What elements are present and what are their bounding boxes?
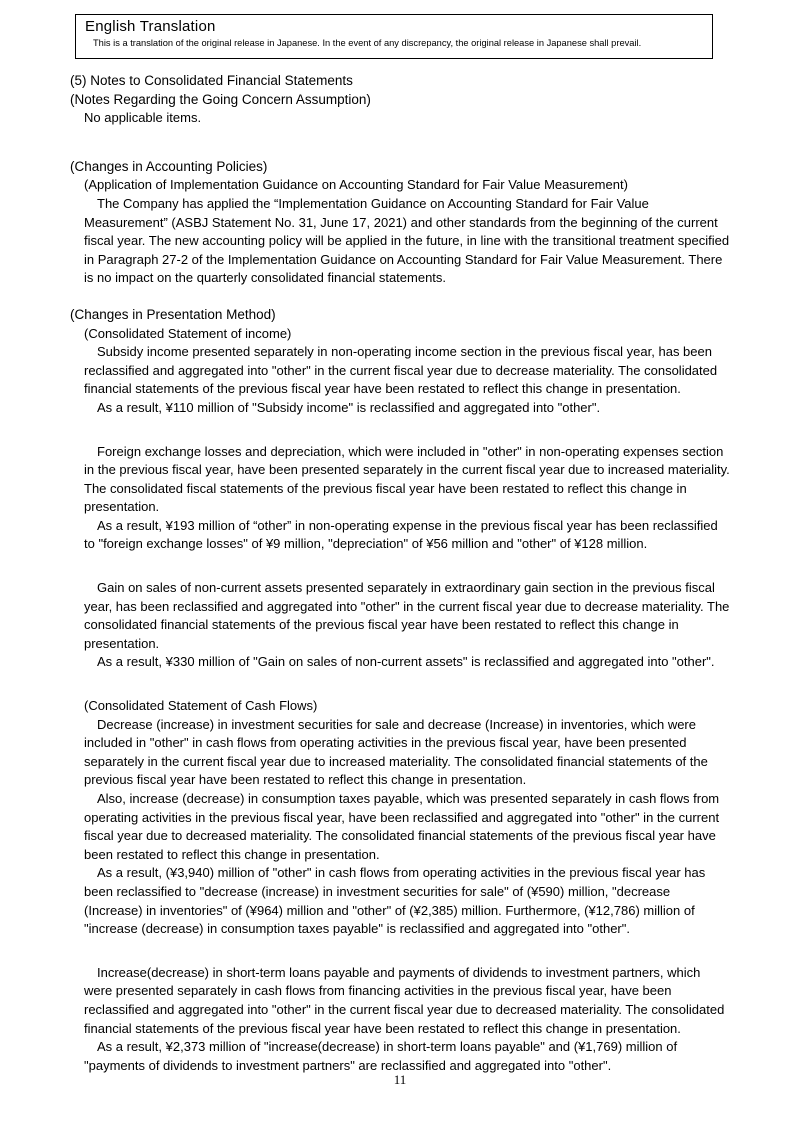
- text-no-applicable-items: No applicable items.: [84, 110, 202, 126]
- paragraph-consumption-taxes: Also, increase (decrease) in consumption taxes payable, which was presented separately in cash flows from operating activities in the previous fiscal year, have been reclassified and aggregated into "other" in the current fiscal year due to decreased materiality. The consolidated financial statements of the previous fiscal year have been restated to reflect this change in presentation.: [84, 791, 720, 862]
- document-body: [70, 72, 732, 1075]
- paragraph-accounting-policies: The Company has applied the “Implementation Guidance on Accounting Standard for Fair Value Measurement” (ASBJ Statement No. 31, June 17, 2021) and other standards from the beginning of the current fiscal year. The new accounting policy will be applied in the future, in line with the transitional treatment specified in Paragraph 27-2 of the Implementation Guidance on Accounting Standard for Fair Value Measurement. There is no impact on the quarterly consolidated financial statements.: [84, 195, 730, 286]
- subheading-consolidated-statement-of-income: (Consolidated Statement of income): [84, 325, 292, 341]
- heading-going-concern: (Notes Regarding the Going Concern Assumption): [70, 91, 371, 107]
- paragraph-investment-securities: Decrease (increase) in investment securities for sale and decrease (Increase) in inventories, which were included in "other" in cash flows from operating activities in the previous fiscal year, have been presented separately in the current fiscal year due to increased materiality. The consolidated financial statements of the previous fiscal year have been restated to reflect this change in presentation.: [84, 716, 708, 788]
- paragraph-gain-on-sales-result: As a result, ¥330 million of "Gain on sales of non-current assets" is reclassified and aggregated into "other".: [97, 654, 715, 670]
- heading-changes-accounting-policies: (Changes in Accounting Policies): [70, 158, 268, 174]
- paragraph-cash-flows-result: As a result, (¥3,940) million of "other" in cash flows from operating activities in the previous fiscal year has been reclassified to "decrease (increase) in investment securities for sale" of (¥590) million, "decrease (Increase) in inventories" of (¥964) million and "other" of (¥2,385) million. Furthermore, (¥12,786) million of "increase (decrease) in consumption taxes payable" is reclassified and aggregated into "other".: [84, 865, 706, 937]
- subheading-consolidated-statement-of-cash-flows: (Consolidated Statement of Cash Flows): [84, 698, 318, 714]
- heading-changes-presentation-method: (Changes in Presentation Method): [70, 306, 276, 322]
- header-title: English Translation: [85, 18, 216, 35]
- page-number: 11: [393, 1072, 407, 1087]
- heading-notes-consolidated: (5) Notes to Consolidated Financial Statements: [70, 73, 353, 88]
- header-disclaimer: This is a translation of the original release in Japanese. In the event of any discrepancy, the original release in Japanese shall prevail.: [93, 38, 642, 48]
- paragraph-gain-on-sales: Gain on sales of non-current assets presented separately in extraordinary gain section in the previous fiscal year, has been reclassified and aggregated into "other" in the current fiscal year due to decrease materiality. The consolidated financial statements of the previous fiscal year have been restated to reflect this change in presentation.: [84, 580, 730, 651]
- paragraph-short-term-loans: Increase(decrease) in short-term loans payable and payments of dividends to investment partners, which were presented separately in cash flows from financing activities in the previous fiscal year, have been reclassified and aggregated into "other" in the current fiscal year due to decreased materiality. The consolidated financial statements of the previous fiscal year have been restated to reflect this change in presentation.: [84, 964, 725, 1036]
- paragraph-short-term-loans-result: As a result, ¥2,373 million of "increase(decrease) in short-term loans payable" and (¥1,769) million of "payments of dividends to investment partners" are reclassified and aggregated into "other".: [84, 1039, 678, 1073]
- paragraph-subsidy-income: Subsidy income presented separately in non-operating income section in the previous fiscal year, has been reclassified and aggregated into "other" in the current fiscal year due to decrease materiality. The consolidated financial statements of the previous fiscal year have been restated to reflect this change in presentation.: [84, 344, 718, 397]
- paragraph-foreign-exchange-result: As a result, ¥193 million of “other” in non-operating expense in the previous fiscal year has been reclassified to "foreign exchange losses" of ¥9 million, "depreciation" of ¥56 million and "other" of ¥128 million.: [84, 517, 718, 552]
- subheading-application-implementation-guidance: (Application of Implementation Guidance on Accounting Standard for Fair Value Measurement): [84, 177, 628, 193]
- translation-header-box: [75, 14, 713, 59]
- paragraph-foreign-exchange: Foreign exchange losses and depreciation, which were included in "other" in non-operating expenses section in the previous fiscal year, have been presented separately in the current fiscal year due to increased materiality. The consolidated fiscal statements of the previous fiscal year have been restated to reflect this change in presentation.: [84, 443, 730, 515]
- paragraph-subsidy-income-result: As a result, ¥110 million of "Subsidy income" is reclassified and aggregated into "other".: [97, 399, 601, 415]
